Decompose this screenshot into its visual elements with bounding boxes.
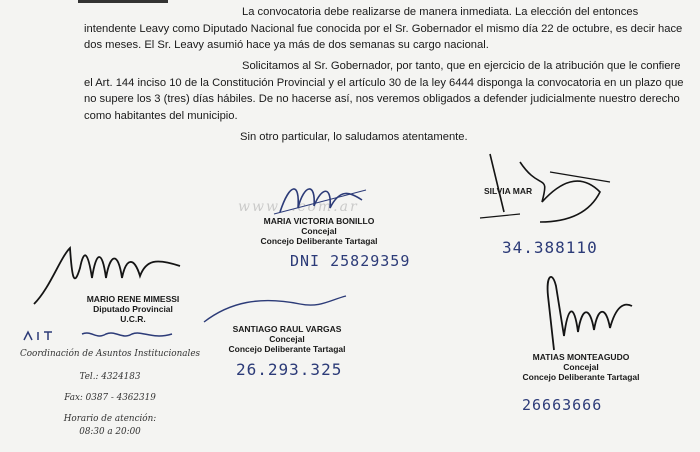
stamp-fax: Fax: 0387 - 4362319 <box>64 393 156 403</box>
stamp-hours-label: Horario de atención: <box>63 414 157 424</box>
signer-name: MARIA VICTORIA BONILLO <box>263 216 375 226</box>
handwritten-id-monteagudo: 26663666 <box>522 396 603 414</box>
paragraph-closing: Sin otro particular, lo saludamos atentamente. <box>240 131 468 143</box>
signer-name: SILVIA MAR <box>484 186 533 196</box>
handwritten-id-vargas: 26.293.325 <box>236 360 343 379</box>
signer-body: Concejo Deliberante Tartagal <box>228 344 346 354</box>
signature-block-silvia <box>484 186 532 196</box>
signer-role: Concejal <box>563 362 599 372</box>
signature-block-monteagudo <box>506 352 656 382</box>
cut-off-heading-line <box>78 0 168 3</box>
signature-scribble-vargas <box>200 292 350 328</box>
signer-role: Concejal <box>301 226 337 236</box>
website-watermark: www. .com.ar <box>238 199 359 215</box>
signer-role: Concejal <box>269 334 305 344</box>
signature-scribble-monteagudo <box>524 266 644 356</box>
stamp-hours: 08:30 a 20:00 <box>79 427 141 437</box>
signature-scribble-bonillo <box>270 178 370 218</box>
signer-name: SANTIAGO RAUL VARGAS <box>232 324 342 334</box>
handwritten-dni-bonillo: DNI 25829359 <box>290 252 411 270</box>
institutional-stamp <box>20 348 200 439</box>
stamp-title: Coordinación de Asuntos Institucionales <box>20 349 201 359</box>
handwritten-number-silvia: 34.388110 <box>502 238 598 257</box>
signer-body: U.C.R. <box>120 314 146 324</box>
paragraph-convocatoria: La convocatoria debe realizarse de manera inmediata. La elección del entonces intendente Leavy como Diputado Nacional fue conocida por el Sr. Gobernador el mismo día 22 de octubre, es decir hace dos meses. El Sr. Leavy asumió hace ya más de dos semanas su cargo nacional. <box>84 6 683 51</box>
paragraph-solicitud: Solicitamos al Sr. Gobernador, por tanto, que en ejercicio de la atribución que le confiere el Art. 144 inciso 10 de la Constitución Provincial y el artículo 30 de la ley 6444 disponga la convocatoria en un plazo que no supere los 3 (tres) días hábiles. De no hacerse así, nos veremos obligados a defender judicialmente nuestro derecho como habitantes del municipio. <box>84 60 684 122</box>
signature-block-bonillo <box>254 216 384 246</box>
stamp-phone: Tel.: 4324183 <box>79 372 141 382</box>
signature-block-vargas <box>222 324 352 354</box>
signer-role: Diputado Provincial <box>93 304 173 314</box>
signer-body: Concejo Deliberante Tartagal <box>260 236 378 246</box>
signature-block-mimessi <box>58 294 208 324</box>
cut-off-handwriting-mimessi <box>22 330 182 342</box>
signer-name: MARIO RENE MIMESSI <box>86 294 180 304</box>
signer-body: Concejo Deliberante Tartagal <box>522 372 640 382</box>
signer-name: MATIAS MONTEAGUDO <box>532 352 630 362</box>
